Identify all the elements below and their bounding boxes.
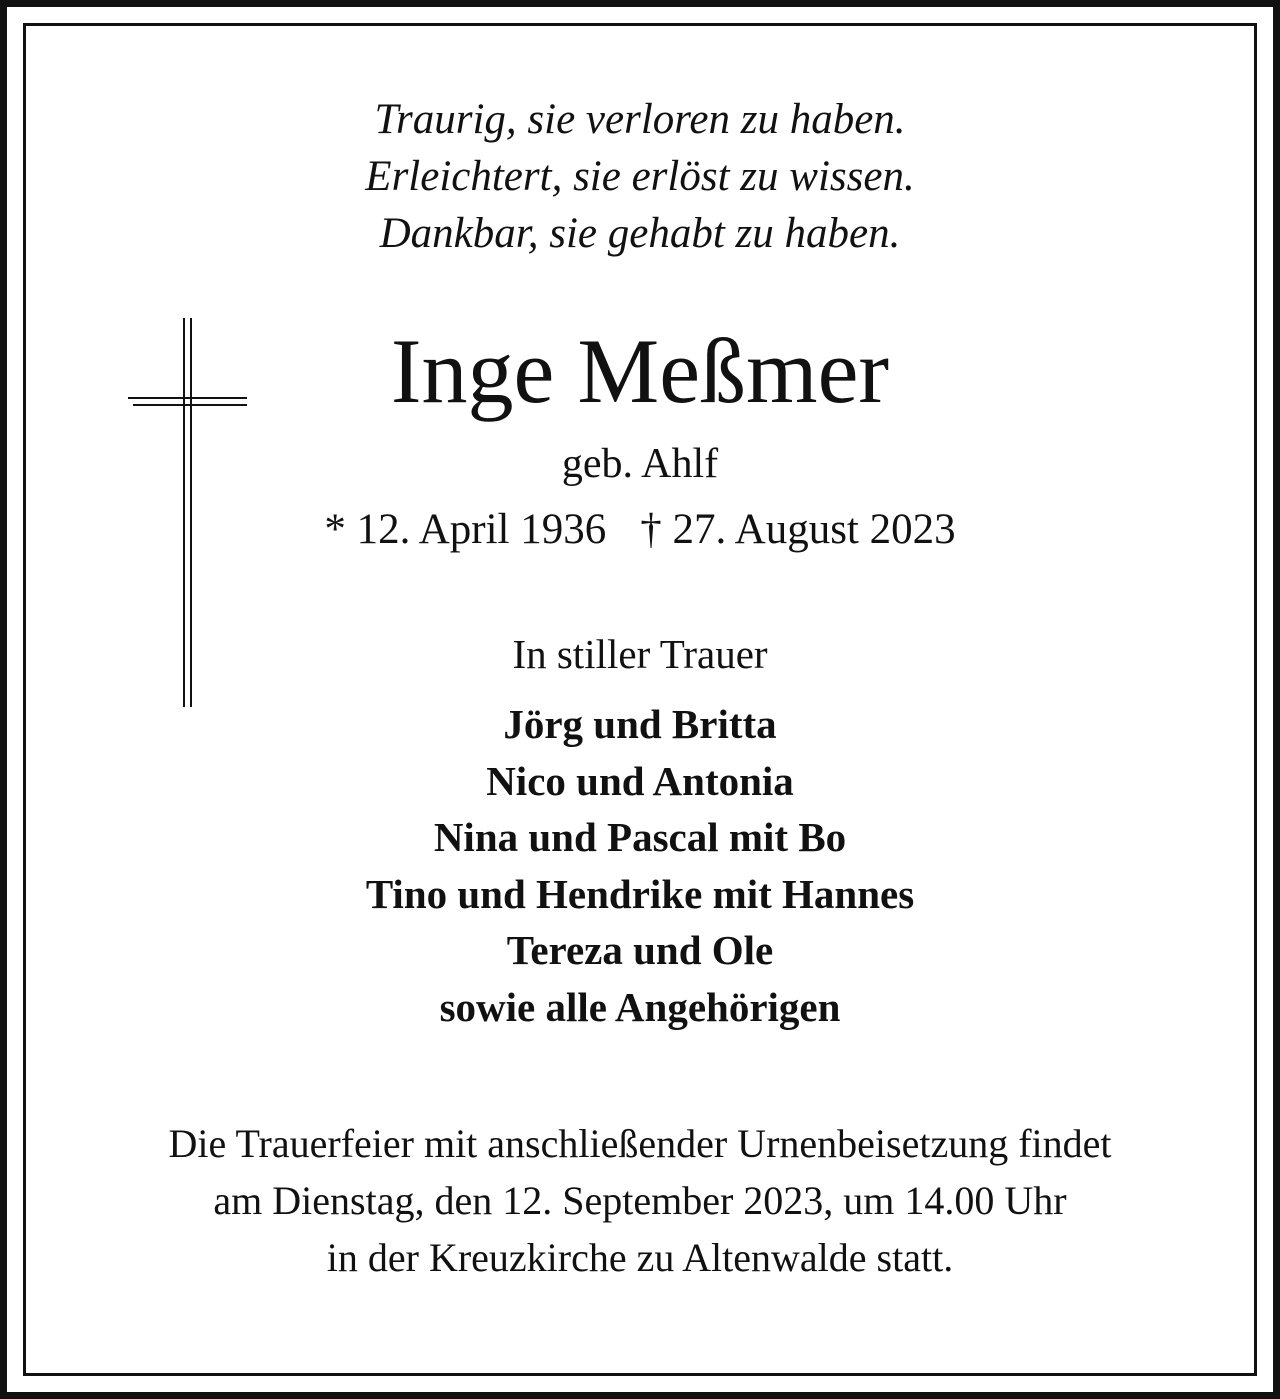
birth-name: geb. Ahlf [561,441,719,487]
mourners-list [0,696,1280,1035]
death-date: † 27. August 2023 [640,506,956,553]
motto-line: Traurig, sie verloren zu haben. [374,96,906,143]
service-line: am Dienstag, den 12. September 2023, um 14.00 Uhr [213,1178,1067,1223]
deceased-name: Inge Meßmer [390,320,890,422]
motto-line: Dankbar, sie gehabt zu haben. [379,210,901,257]
mourner-line: Nina und Pascal mit Bo [433,814,847,860]
mourner-line: Nico und Antonia [486,757,794,804]
life-dates [0,503,1280,557]
service-line: in der Kreuzkirche zu Altenwalde statt. [326,1235,954,1280]
mourner-line: sowie alle Angehörigen [439,983,841,1030]
birth-date: * 12. April 1936 [324,506,607,553]
mourning-intro: In stiller Trauer [512,631,768,677]
mourner-line: Tereza und Ole [506,927,774,973]
mourner-line: Tino und Hendrike mit Hannes [365,870,915,917]
service-notice [0,1115,1280,1286]
service-line: Die Trauerfeier mit anschließender Urnenbeisetzung findet [168,1121,1112,1166]
mourner-line: Jörg und Britta [503,701,777,747]
motto [0,91,1280,262]
motto-line: Erleichtert, sie erlöst zu wissen. [365,153,915,200]
